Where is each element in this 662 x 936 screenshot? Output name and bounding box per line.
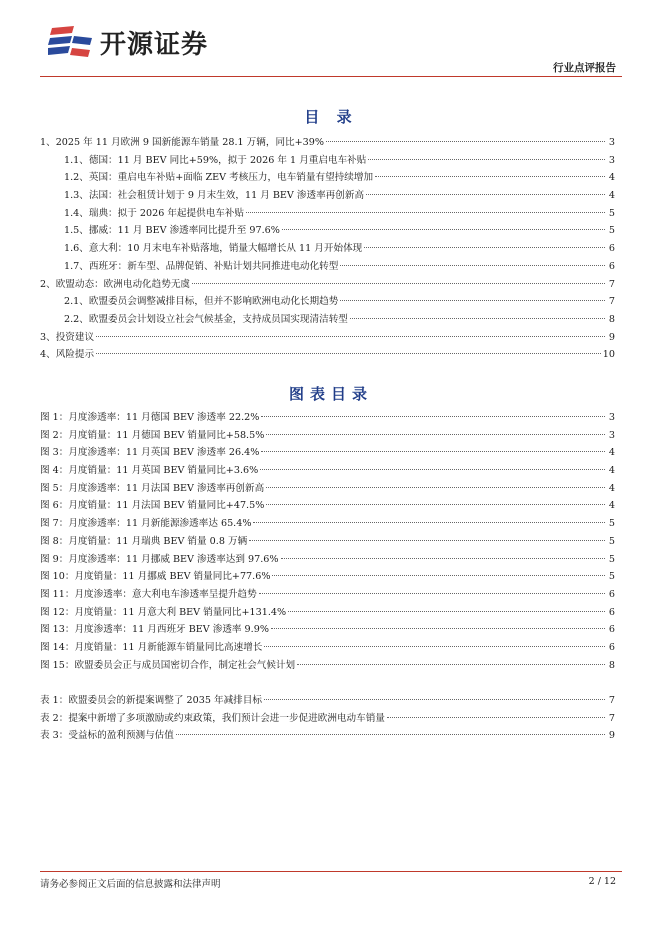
toc-entry-label: 投资建议 <box>55 331 95 343</box>
dot-leader <box>253 522 605 523</box>
dot-leader <box>387 717 605 718</box>
figure-entry-page: 8 <box>608 659 615 671</box>
toc-entry-num: 2.1、 <box>64 296 89 308</box>
toc-entry[interactable] <box>40 311 615 329</box>
table-entry[interactable] <box>40 727 615 745</box>
figures-title: 图表目录 <box>288 385 373 403</box>
toc-entry[interactable] <box>40 169 615 187</box>
dot-leader <box>96 353 601 354</box>
figure-entry[interactable] <box>40 444 615 462</box>
dot-leader <box>340 300 605 301</box>
dot-leader <box>350 318 605 319</box>
figure-entry-label: 欧盟委员会正与成员国密切合作，制定社会气候计划 <box>74 659 296 671</box>
toc-title: 目 录 <box>304 108 358 126</box>
figure-entry-label: 月度渗透率：11 月英国 BEV 渗透率 26.4% <box>68 447 260 459</box>
table-entry-label: 欧盟委员会的新提案调整了 2035 年减排目标 <box>68 695 262 706</box>
figure-entry[interactable] <box>40 621 615 639</box>
dot-leader <box>266 504 605 505</box>
table-entry-num: 表 3： <box>40 730 69 742</box>
table-entry-page: 7 <box>608 695 615 706</box>
figure-entry-page: 6 <box>608 624 615 636</box>
toc-entry-label: 欧盟动态：欧洲电动化趋势无虞 <box>55 278 191 290</box>
figure-entry-label: 月度渗透率：11 月德国 BEV 渗透率 22.2% <box>68 412 260 423</box>
figure-entry[interactable] <box>40 639 615 657</box>
dot-leader <box>340 265 605 266</box>
toc-entry-num: 1、 <box>40 137 56 148</box>
toc-entry[interactable] <box>40 152 615 170</box>
toc-entry-page: 3 <box>608 154 615 166</box>
toc-entry[interactable] <box>40 240 615 258</box>
dot-leader <box>366 194 605 195</box>
toc-entry[interactable] <box>40 134 615 152</box>
footer-disclaimer: 请务必参阅正文后面的信息披露和法律声明 <box>40 879 221 890</box>
toc-entry-page: 7 <box>608 296 615 308</box>
figure-entry-num: 图 14： <box>40 641 75 653</box>
figure-entry-page: 5 <box>608 535 615 547</box>
table-entry-page: 7 <box>608 712 615 724</box>
figure-entry-label: 月度销量：11 月意大利 BEV 销量同比+131.4% <box>74 606 287 618</box>
figure-entry[interactable] <box>40 480 615 498</box>
toc-entry-page: 10 <box>602 349 615 361</box>
dot-leader <box>249 540 605 541</box>
figure-entry-label: 月度销量：11 月挪威 BEV 销量同比+77.6% <box>74 571 271 583</box>
table-entry-num: 表 1： <box>40 695 69 706</box>
toc-entry-page: 6 <box>608 260 615 272</box>
toc-entry-num: 1.1、 <box>64 154 89 166</box>
figure-entry-num: 图 7： <box>40 518 69 530</box>
toc-entry-page: 9 <box>608 331 615 343</box>
figures-list <box>40 409 615 674</box>
figure-entry[interactable] <box>40 409 615 427</box>
dot-leader <box>264 646 605 647</box>
toc-entry-page: 7 <box>608 278 615 290</box>
figure-entry-num: 图 2： <box>40 429 69 441</box>
figure-entry-label: 月度渗透率：11 月法国 BEV 渗透率再创新高 <box>68 482 265 494</box>
figure-entry-num: 图 10： <box>40 571 75 583</box>
figure-entry-num: 图 8： <box>40 535 69 547</box>
figure-entry[interactable] <box>40 568 615 586</box>
toc-entry-label: 西班牙：新车型、品牌促销、补贴计划共同推进电动化转型 <box>88 260 339 272</box>
figure-entry-page: 6 <box>608 606 615 618</box>
figure-entry-label: 月度销量：11 月德国 BEV 销量同比+58.5% <box>68 429 265 441</box>
dot-leader <box>297 664 605 665</box>
figure-entry[interactable] <box>40 427 615 445</box>
figure-entry-label: 月度渗透率：11 月西班牙 BEV 渗透率 9.9% <box>74 624 269 636</box>
toc-entry[interactable] <box>40 329 615 347</box>
figure-entry-page: 4 <box>608 447 615 459</box>
toc-entry-page: 8 <box>608 313 615 325</box>
figure-entry-page: 5 <box>608 553 615 565</box>
toc-entry-page: 4 <box>608 190 615 202</box>
toc-entry-label: 法国：社会租赁计划于 9 月末生效，11 月 BEV 渗透率再创新高 <box>88 190 365 202</box>
footer-divider <box>40 871 622 872</box>
figure-entry-page: 4 <box>608 500 615 512</box>
table-entry[interactable] <box>40 710 615 728</box>
figure-entry-label: 月度渗透率：11 月新能源渗透率达 65.4% <box>68 518 252 530</box>
figure-entry-label: 月度销量：11 月法国 BEV 销量同比+47.5% <box>68 500 265 512</box>
figure-entry[interactable] <box>40 462 615 480</box>
toc-entry-label: 德国：11 月 BEV 同比+59%，拟于 2026 年 1 月重启电车补贴 <box>88 154 367 166</box>
dot-leader <box>260 469 605 470</box>
header-divider <box>40 76 622 77</box>
figure-entry-num: 图 5： <box>40 482 69 494</box>
toc-entry-num: 3、 <box>40 331 56 343</box>
figure-entry-page: 5 <box>608 571 615 583</box>
figure-entry-num: 图 4： <box>40 465 69 477</box>
toc-entry-label: 风险提示 <box>55 349 95 361</box>
table-entry-label: 提案中新增了多项激励或约束政策，我们预计会进一步促进欧洲电动车销量 <box>68 712 385 724</box>
figure-entry-page: 3 <box>608 429 615 441</box>
report-type: 行业点评报告 <box>553 62 616 74</box>
dot-leader <box>261 416 605 417</box>
toc-entry-label: 2025 年 11 月欧洲 9 国新能源车销量 28.1 万辆，同比+39% <box>55 137 324 148</box>
toc-entry-num: 1.3、 <box>64 190 89 202</box>
figure-entry[interactable] <box>40 515 615 533</box>
figure-entry-page: 4 <box>608 482 615 494</box>
toc-entry-num: 1.2、 <box>64 172 89 184</box>
toc-entry-page: 6 <box>608 243 615 255</box>
table-entry[interactable] <box>40 692 615 710</box>
dot-leader <box>264 699 605 700</box>
dot-leader <box>266 434 605 435</box>
figure-entry-page: 4 <box>608 465 615 477</box>
figure-entry-num: 图 15： <box>40 659 75 671</box>
dot-leader <box>192 283 605 284</box>
dot-leader <box>281 558 605 559</box>
figure-entry[interactable] <box>40 551 615 569</box>
tables-list <box>40 692 615 745</box>
figure-entry[interactable] <box>40 586 615 604</box>
figure-entry-page: 6 <box>608 588 615 600</box>
toc-entry-label: 瑞典：拟于 2026 年起提供电车补贴 <box>88 207 245 219</box>
dot-leader <box>326 141 605 142</box>
figure-entry[interactable] <box>40 533 615 551</box>
figure-entry[interactable] <box>40 497 615 515</box>
table-entry-num: 表 2： <box>40 712 69 724</box>
toc-entry-num: 4、 <box>40 349 56 361</box>
toc-entry[interactable] <box>40 346 615 364</box>
dot-leader <box>272 575 605 576</box>
toc-entry[interactable] <box>40 205 615 223</box>
company-name: 开源证券 <box>100 29 209 60</box>
toc-entry-label: 欧盟委员会计划设立社会气候基金，支持成员国实现清洁转型 <box>88 313 348 325</box>
figure-entry-label: 月度渗透率：11 月挪威 BEV 渗透率达到 97.6% <box>68 553 279 565</box>
figure-entry[interactable] <box>40 657 615 675</box>
toc-entry-label: 挪威：11 月 BEV 渗透率同比提升至 97.6% <box>88 225 280 237</box>
toc-entry-page: 5 <box>608 207 615 219</box>
dot-leader <box>266 487 605 488</box>
figure-entry-page: 6 <box>608 641 615 653</box>
toc-entry[interactable] <box>40 293 615 311</box>
toc-entry-page: 3 <box>608 137 615 148</box>
toc-entry-num: 1.6、 <box>64 243 89 255</box>
figure-entry-label: 月度销量：11 月新能源车销量同比高速增长 <box>74 641 263 653</box>
dot-leader <box>282 229 605 230</box>
logo-mark-icon <box>48 22 94 62</box>
toc-entry[interactable] <box>40 258 615 276</box>
toc-entry-num: 1.4、 <box>64 207 89 219</box>
dot-leader <box>364 247 605 248</box>
toc-entry-label: 意大利：10 月末电车补贴落地，销量大幅增长从 11 月开始体现 <box>88 243 363 255</box>
dot-leader <box>288 611 605 612</box>
toc-entry[interactable] <box>40 276 615 294</box>
toc-entry-num: 1.7、 <box>64 260 89 272</box>
dot-leader <box>96 336 605 337</box>
dot-leader <box>261 451 605 452</box>
figure-entry-label: 月度渗透率：意大利电车渗透率呈提升趋势 <box>74 588 257 600</box>
table-entry-page: 9 <box>608 730 615 742</box>
figure-entry-num: 图 13： <box>40 624 75 636</box>
figure-entry-num: 图 6： <box>40 500 69 512</box>
figure-entry-label: 月度销量：11 月英国 BEV 销量同比+3.6% <box>68 465 259 477</box>
toc-entry-page: 4 <box>608 172 615 184</box>
toc-entry-label: 英国：重启电车补贴+面临 ZEV 考核压力，电车销量有望持续增加 <box>88 172 374 184</box>
figure-entry-page: 3 <box>608 412 615 423</box>
toc-entry[interactable] <box>40 187 615 205</box>
toc-list <box>40 134 615 364</box>
figure-entry-num: 图 12： <box>40 606 75 618</box>
table-entry-label: 受益标的盈利预测与估值 <box>68 730 174 742</box>
figure-entry-num: 图 3： <box>40 447 69 459</box>
dot-leader <box>176 734 605 735</box>
dot-leader <box>246 212 605 213</box>
figure-entry-label: 月度销量：11 月瑞典 BEV 销量 0.8 万辆 <box>68 535 248 547</box>
toc-entry-num: 2.2、 <box>64 313 89 325</box>
toc-entry-label: 欧盟委员会调整减排目标，但并不影响欧洲电动化长期趋势 <box>88 296 339 308</box>
dot-leader <box>271 628 605 629</box>
dot-leader <box>368 159 605 160</box>
figure-entry-page: 5 <box>608 518 615 530</box>
toc-entry-num: 1.5、 <box>64 225 89 237</box>
toc-entry[interactable] <box>40 222 615 240</box>
company-logo <box>48 22 208 62</box>
figure-entry-num: 图 9： <box>40 553 69 565</box>
figure-entry-num: 图 11： <box>40 588 75 600</box>
dot-leader <box>259 593 605 594</box>
toc-entry-page: 5 <box>608 225 615 237</box>
page-number: 2 / 12 <box>588 876 616 887</box>
figure-entry[interactable] <box>40 604 615 622</box>
dot-leader <box>375 176 605 177</box>
figure-entry-num: 图 1： <box>40 412 69 423</box>
toc-entry-num: 2、 <box>40 278 56 290</box>
